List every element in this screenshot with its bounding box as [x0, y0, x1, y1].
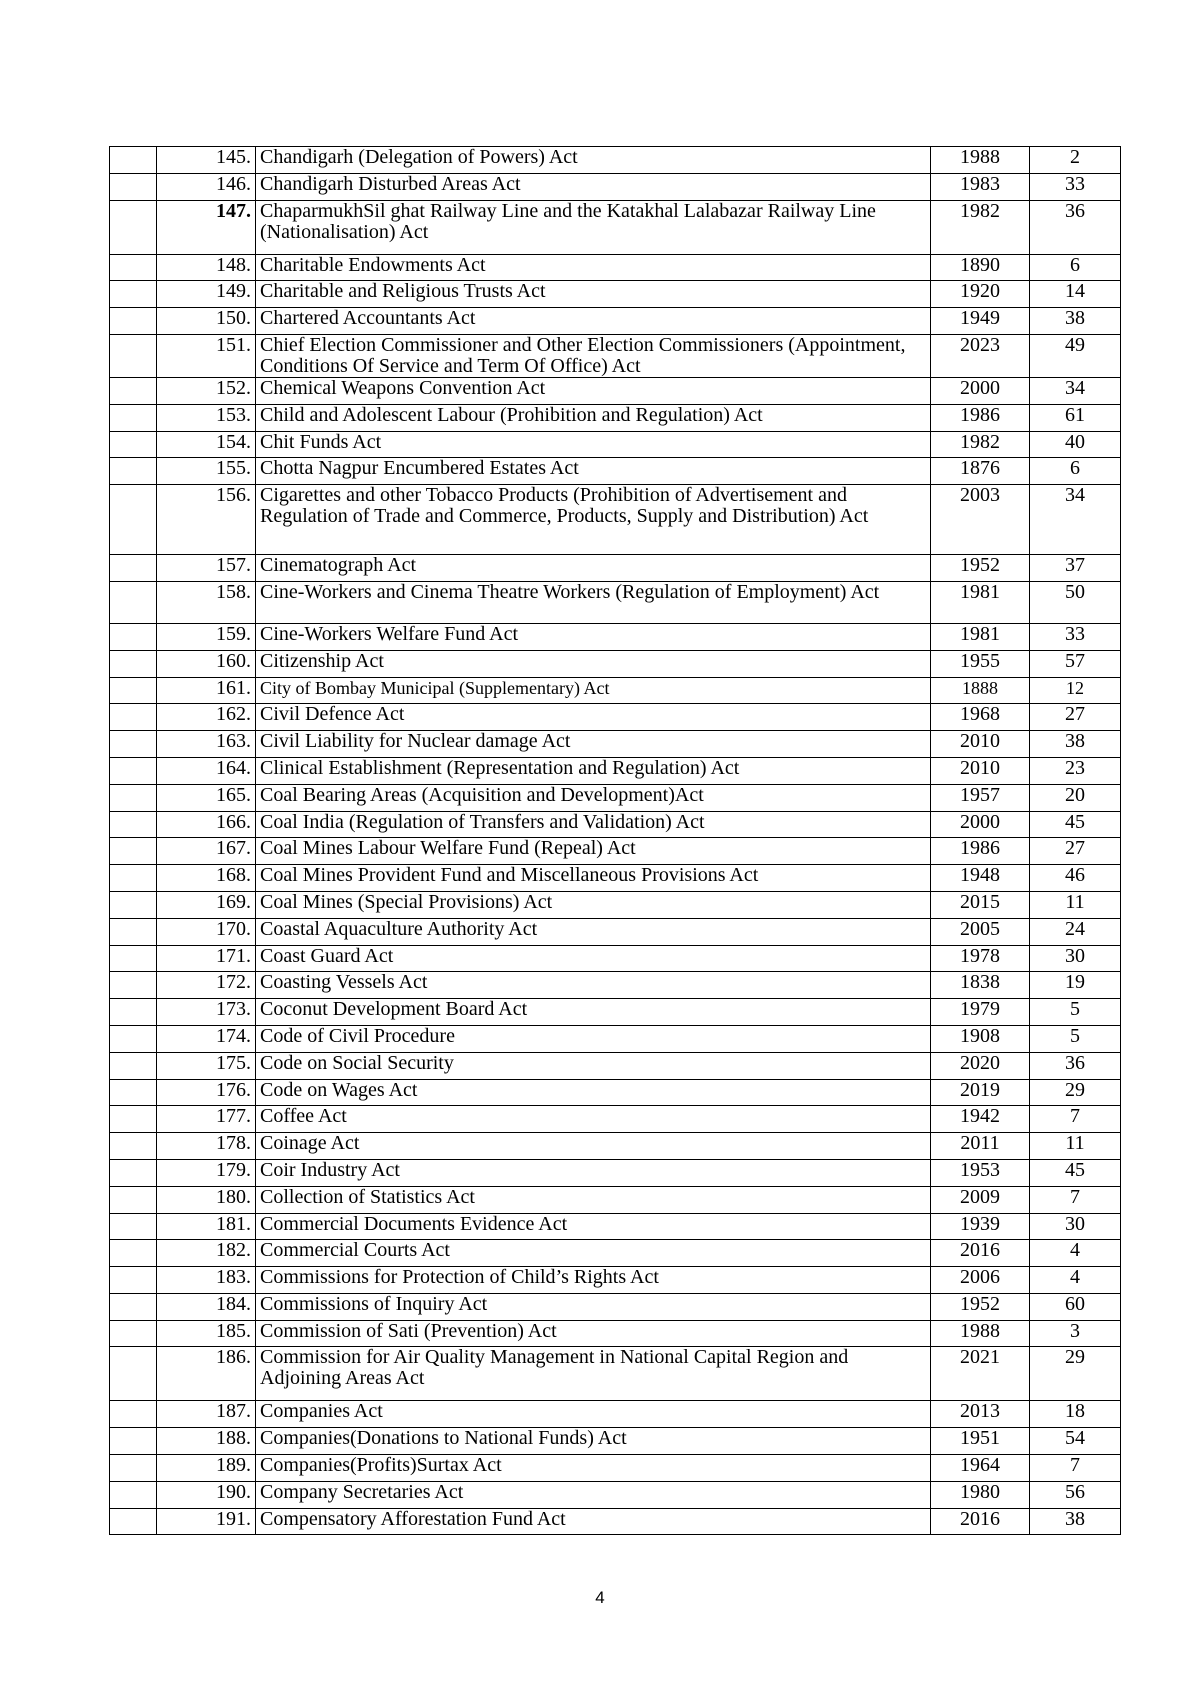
act-number-cell: 20	[1030, 784, 1121, 811]
serial-number-cell: 181.	[157, 1213, 256, 1240]
act-year-cell: 1957	[931, 784, 1030, 811]
serial-number-cell: 145.	[157, 147, 256, 174]
act-number-cell: 33	[1030, 623, 1121, 650]
act-title-cell: Citizenship Act	[256, 650, 931, 677]
table-row	[110, 1293, 1121, 1320]
table-row	[110, 1052, 1121, 1079]
act-title-cell: Charitable Endowments Act	[256, 254, 931, 281]
act-title-cell: Chotta Nagpur Encumbered Estates Act	[256, 458, 931, 485]
act-title-cell: Coasting Vessels Act	[256, 972, 931, 999]
blank-cell	[110, 999, 157, 1026]
act-number-cell: 29	[1030, 1347, 1121, 1401]
act-year-cell: 2020	[931, 1052, 1030, 1079]
act-title-cell: Commissions of Inquiry Act	[256, 1293, 931, 1320]
act-title-cell: Civil Liability for Nuclear damage Act	[256, 731, 931, 758]
blank-cell	[110, 377, 157, 404]
act-year-cell: 2016	[931, 1508, 1030, 1535]
act-number-cell: 36	[1030, 200, 1121, 254]
blank-cell	[110, 458, 157, 485]
act-title-cell: Company Secretaries Act	[256, 1481, 931, 1508]
table-row	[110, 555, 1121, 582]
act-year-cell: 2010	[931, 757, 1030, 784]
blank-cell	[110, 677, 157, 704]
table-row	[110, 1401, 1121, 1428]
act-year-cell: 1964	[931, 1455, 1030, 1482]
table-row	[110, 623, 1121, 650]
act-title-cell: Child and Adolescent Labour (Prohibition and Regulation) Act	[256, 404, 931, 431]
serial-number-cell: 186.	[157, 1347, 256, 1401]
act-year-cell: 2009	[931, 1186, 1030, 1213]
act-year-cell: 2003	[931, 485, 1030, 555]
blank-cell	[110, 650, 157, 677]
act-year-cell: 1939	[931, 1213, 1030, 1240]
table-row	[110, 838, 1121, 865]
serial-number-cell: 191.	[157, 1508, 256, 1535]
act-number-cell: 4	[1030, 1240, 1121, 1267]
act-year-cell: 2006	[931, 1267, 1030, 1294]
act-year-cell: 2011	[931, 1133, 1030, 1160]
serial-number-cell: 176.	[157, 1079, 256, 1106]
table-row	[110, 704, 1121, 731]
table-row	[110, 1347, 1121, 1401]
table-row	[110, 485, 1121, 555]
act-year-cell: 1908	[931, 1025, 1030, 1052]
serial-number-cell: 155.	[157, 458, 256, 485]
serial-number-cell: 182.	[157, 1240, 256, 1267]
act-year-cell: 2023	[931, 334, 1030, 377]
table-row	[110, 1508, 1121, 1535]
act-title-cell: Chemical Weapons Convention Act	[256, 377, 931, 404]
act-year-cell: 1942	[931, 1106, 1030, 1133]
serial-number-cell: 152.	[157, 377, 256, 404]
act-number-cell: 36	[1030, 1052, 1121, 1079]
blank-cell	[110, 757, 157, 784]
act-year-cell: 1988	[931, 1320, 1030, 1347]
blank-cell	[110, 838, 157, 865]
table-row	[110, 404, 1121, 431]
act-year-cell: 1838	[931, 972, 1030, 999]
act-title-cell: Coffee Act	[256, 1106, 931, 1133]
act-title-cell: Coir Industry Act	[256, 1159, 931, 1186]
serial-number-cell: 187.	[157, 1401, 256, 1428]
act-number-cell: 57	[1030, 650, 1121, 677]
blank-cell	[110, 704, 157, 731]
table-row	[110, 173, 1121, 200]
blank-cell	[110, 945, 157, 972]
page-number: 4	[595, 1588, 605, 1607]
act-year-cell: 1980	[931, 1481, 1030, 1508]
act-year-cell: 1955	[931, 650, 1030, 677]
act-year-cell: 2019	[931, 1079, 1030, 1106]
table-row	[110, 200, 1121, 254]
act-year-cell: 1983	[931, 173, 1030, 200]
act-title-cell: Commissions for Protection of Child’s Rights Act	[256, 1267, 931, 1294]
act-year-cell: 1890	[931, 254, 1030, 281]
serial-number-cell: 185.	[157, 1320, 256, 1347]
act-number-cell: 23	[1030, 757, 1121, 784]
act-title-cell: Coast Guard Act	[256, 945, 931, 972]
blank-cell	[110, 485, 157, 555]
act-number-cell: 60	[1030, 1293, 1121, 1320]
act-title-cell: Collection of Statistics Act	[256, 1186, 931, 1213]
blank-cell	[110, 1106, 157, 1133]
act-year-cell: 1978	[931, 945, 1030, 972]
act-number-cell: 40	[1030, 431, 1121, 458]
act-title-cell: Coal Mines Labour Welfare Fund (Repeal) Act	[256, 838, 931, 865]
act-title-cell: Chandigarh Disturbed Areas Act	[256, 173, 931, 200]
blank-cell	[110, 918, 157, 945]
blank-cell	[110, 200, 157, 254]
act-year-cell: 2000	[931, 377, 1030, 404]
act-title-cell: Charitable and Religious Trusts Act	[256, 281, 931, 308]
blank-cell	[110, 1320, 157, 1347]
act-title-cell: Chit Funds Act	[256, 431, 931, 458]
serial-number-cell: 169.	[157, 891, 256, 918]
blank-cell	[110, 581, 157, 623]
act-year-cell: 1981	[931, 623, 1030, 650]
act-number-cell: 54	[1030, 1428, 1121, 1455]
table-row	[110, 1455, 1121, 1482]
table-row	[110, 1481, 1121, 1508]
act-year-cell: 1982	[931, 200, 1030, 254]
act-number-cell: 29	[1030, 1079, 1121, 1106]
act-title-cell: Coal Mines (Special Provisions) Act	[256, 891, 931, 918]
act-number-cell: 38	[1030, 1508, 1121, 1535]
act-year-cell: 1981	[931, 581, 1030, 623]
table-row	[110, 1106, 1121, 1133]
serial-number-cell: 150.	[157, 308, 256, 335]
blank-cell	[110, 972, 157, 999]
blank-cell	[110, 1159, 157, 1186]
blank-cell	[110, 1133, 157, 1160]
table-row	[110, 458, 1121, 485]
act-title-cell: City of Bombay Municipal (Supplementary) Act	[256, 677, 931, 704]
act-title-cell: Coal India (Regulation of Transfers and Validation) Act	[256, 811, 931, 838]
blank-cell	[110, 1347, 157, 1401]
blank-cell	[110, 731, 157, 758]
act-year-cell: 1888	[931, 677, 1030, 704]
blank-cell	[110, 1186, 157, 1213]
blank-cell	[110, 254, 157, 281]
serial-number-cell: 148.	[157, 254, 256, 281]
act-number-cell: 30	[1030, 1213, 1121, 1240]
act-title-cell: Code of Civil Procedure	[256, 1025, 931, 1052]
act-number-cell: 45	[1030, 1159, 1121, 1186]
table-row	[110, 1240, 1121, 1267]
act-year-cell: 2021	[931, 1347, 1030, 1401]
table-row	[110, 147, 1121, 174]
serial-number-cell: 168.	[157, 865, 256, 892]
acts-table-body	[110, 147, 1121, 1535]
serial-number-cell: 154.	[157, 431, 256, 458]
table-row	[110, 891, 1121, 918]
serial-number-cell: 161.	[157, 677, 256, 704]
serial-number-cell: 163.	[157, 731, 256, 758]
act-title-cell: Cinematograph Act	[256, 555, 931, 582]
act-number-cell: 11	[1030, 1133, 1121, 1160]
act-title-cell: Clinical Establishment (Representation and Regulation) Act	[256, 757, 931, 784]
serial-number-cell: 167.	[157, 838, 256, 865]
serial-number-cell: 166.	[157, 811, 256, 838]
acts-table	[109, 146, 1121, 1535]
serial-number-cell: 183.	[157, 1267, 256, 1294]
table-row	[110, 757, 1121, 784]
serial-number-cell: 179.	[157, 1159, 256, 1186]
act-number-cell: 3	[1030, 1320, 1121, 1347]
act-year-cell: 1952	[931, 1293, 1030, 1320]
act-number-cell: 49	[1030, 334, 1121, 377]
blank-cell	[110, 1428, 157, 1455]
blank-cell	[110, 334, 157, 377]
act-number-cell: 38	[1030, 308, 1121, 335]
act-year-cell: 1876	[931, 458, 1030, 485]
blank-cell	[110, 1267, 157, 1294]
table-row	[110, 731, 1121, 758]
act-number-cell: 7	[1030, 1455, 1121, 1482]
serial-number-cell: 156.	[157, 485, 256, 555]
serial-number-cell: 188.	[157, 1428, 256, 1455]
act-title-cell: Coal Mines Provident Fund and Miscellaneous Provisions Act	[256, 865, 931, 892]
act-title-cell: Code on Wages Act	[256, 1079, 931, 1106]
blank-cell	[110, 431, 157, 458]
act-number-cell: 30	[1030, 945, 1121, 972]
act-number-cell: 6	[1030, 458, 1121, 485]
table-row	[110, 308, 1121, 335]
act-number-cell: 14	[1030, 281, 1121, 308]
act-number-cell: 27	[1030, 704, 1121, 731]
act-year-cell: 2000	[931, 811, 1030, 838]
act-title-cell: Commercial Courts Act	[256, 1240, 931, 1267]
act-number-cell: 33	[1030, 173, 1121, 200]
act-year-cell: 1948	[931, 865, 1030, 892]
act-number-cell: 34	[1030, 377, 1121, 404]
blank-cell	[110, 1508, 157, 1535]
act-title-cell: ChaparmukhSil ghat Railway Line and the Katakhal Lalabazar Railway Line (Nationalisation) Act	[256, 200, 931, 254]
act-year-cell: 2013	[931, 1401, 1030, 1428]
act-title-cell: Chief Election Commissioner and Other Election Commissioners (Appointment, Conditions Of Service and Term Of Office) Act	[256, 334, 931, 377]
table-row	[110, 1320, 1121, 1347]
blank-cell	[110, 811, 157, 838]
act-number-cell: 7	[1030, 1106, 1121, 1133]
blank-cell	[110, 623, 157, 650]
serial-number-cell: 174.	[157, 1025, 256, 1052]
act-year-cell: 1979	[931, 999, 1030, 1026]
act-year-cell: 1986	[931, 838, 1030, 865]
act-title-cell: Commission of Sati (Prevention) Act	[256, 1320, 931, 1347]
act-number-cell: 24	[1030, 918, 1121, 945]
serial-number-cell: 190.	[157, 1481, 256, 1508]
serial-number-cell: 153.	[157, 404, 256, 431]
serial-number-cell: 178.	[157, 1133, 256, 1160]
act-number-cell: 38	[1030, 731, 1121, 758]
act-title-cell: Companies(Profits)Surtax Act	[256, 1455, 931, 1482]
act-number-cell: 7	[1030, 1186, 1121, 1213]
act-number-cell: 27	[1030, 838, 1121, 865]
blank-cell	[110, 891, 157, 918]
act-year-cell: 2010	[931, 731, 1030, 758]
blank-cell	[110, 1401, 157, 1428]
act-year-cell: 1968	[931, 704, 1030, 731]
blank-cell	[110, 1240, 157, 1267]
act-number-cell: 18	[1030, 1401, 1121, 1428]
act-number-cell: 45	[1030, 811, 1121, 838]
blank-cell	[110, 1025, 157, 1052]
act-year-cell: 1920	[931, 281, 1030, 308]
table-row	[110, 334, 1121, 377]
act-number-cell: 5	[1030, 1025, 1121, 1052]
act-number-cell: 46	[1030, 865, 1121, 892]
act-title-cell: Cine-Workers Welfare Fund Act	[256, 623, 931, 650]
act-title-cell: Chartered Accountants Act	[256, 308, 931, 335]
act-title-cell: Companies Act	[256, 1401, 931, 1428]
serial-number-cell: 177.	[157, 1106, 256, 1133]
act-number-cell: 61	[1030, 404, 1121, 431]
blank-cell	[110, 1481, 157, 1508]
table-row	[110, 1079, 1121, 1106]
table-row	[110, 784, 1121, 811]
serial-number-cell: 146.	[157, 173, 256, 200]
table-row	[110, 677, 1121, 704]
serial-number-cell: 162.	[157, 704, 256, 731]
serial-number-cell: 149.	[157, 281, 256, 308]
act-year-cell: 1952	[931, 555, 1030, 582]
act-number-cell: 50	[1030, 581, 1121, 623]
act-title-cell: Cine-Workers and Cinema Theatre Workers (Regulation of Employment) Act	[256, 581, 931, 623]
blank-cell	[110, 404, 157, 431]
serial-number-cell: 164.	[157, 757, 256, 784]
blank-cell	[110, 281, 157, 308]
act-title-cell: Compensatory Afforestation Fund Act	[256, 1508, 931, 1535]
table-row	[110, 1025, 1121, 1052]
act-number-cell: 12	[1030, 677, 1121, 704]
table-row	[110, 1186, 1121, 1213]
serial-number-cell: 189.	[157, 1455, 256, 1482]
serial-number-cell: 151.	[157, 334, 256, 377]
act-title-cell: Cigarettes and other Tobacco Products (Prohibition of Advertisement and Regulation of Trade and Commerce, Products, Supply and Distribution) Act	[256, 485, 931, 555]
table-row	[110, 999, 1121, 1026]
table-row	[110, 945, 1121, 972]
act-title-cell: Coconut Development Board Act	[256, 999, 931, 1026]
act-title-cell: Chandigarh (Delegation of Powers) Act	[256, 147, 931, 174]
serial-number-cell: 158.	[157, 581, 256, 623]
serial-number-cell: 173.	[157, 999, 256, 1026]
act-year-cell: 2016	[931, 1240, 1030, 1267]
serial-number-cell: 175.	[157, 1052, 256, 1079]
act-year-cell: 1953	[931, 1159, 1030, 1186]
blank-cell	[110, 555, 157, 582]
act-number-cell: 6	[1030, 254, 1121, 281]
act-number-cell: 11	[1030, 891, 1121, 918]
act-number-cell: 2	[1030, 147, 1121, 174]
act-number-cell: 19	[1030, 972, 1121, 999]
blank-cell	[110, 173, 157, 200]
serial-number-cell: 172.	[157, 972, 256, 999]
act-number-cell: 56	[1030, 1481, 1121, 1508]
blank-cell	[110, 1293, 157, 1320]
blank-cell	[110, 1052, 157, 1079]
table-row	[110, 254, 1121, 281]
act-title-cell: Commission for Air Quality Management in National Capital Region and Adjoining Areas Act	[256, 1347, 931, 1401]
act-number-cell: 37	[1030, 555, 1121, 582]
blank-cell	[110, 865, 157, 892]
blank-cell	[110, 308, 157, 335]
serial-number-cell: 171.	[157, 945, 256, 972]
serial-number-cell: 170.	[157, 918, 256, 945]
table-row	[110, 972, 1121, 999]
act-number-cell: 34	[1030, 485, 1121, 555]
act-title-cell: Coal Bearing Areas (Acquisition and Development)Act	[256, 784, 931, 811]
blank-cell	[110, 1079, 157, 1106]
act-number-cell: 5	[1030, 999, 1121, 1026]
table-row	[110, 865, 1121, 892]
act-title-cell: Coinage Act	[256, 1133, 931, 1160]
serial-number-cell: 184.	[157, 1293, 256, 1320]
serial-number-cell: 160.	[157, 650, 256, 677]
act-title-cell: Companies(Donations to National Funds) Act	[256, 1428, 931, 1455]
table-row	[110, 1133, 1121, 1160]
serial-number-cell: 180.	[157, 1186, 256, 1213]
table-row	[110, 431, 1121, 458]
serial-number-cell: 147.	[157, 200, 256, 254]
table-row	[110, 811, 1121, 838]
table-row	[110, 281, 1121, 308]
table-row	[110, 1159, 1121, 1186]
table-row	[110, 1213, 1121, 1240]
serial-number-cell: 165.	[157, 784, 256, 811]
blank-cell	[110, 1455, 157, 1482]
act-year-cell: 2015	[931, 891, 1030, 918]
table-row	[110, 918, 1121, 945]
table-row	[110, 581, 1121, 623]
blank-cell	[110, 784, 157, 811]
act-title-cell: Code on Social Security	[256, 1052, 931, 1079]
serial-number-cell: 159.	[157, 623, 256, 650]
table-row	[110, 1428, 1121, 1455]
act-year-cell: 2005	[931, 918, 1030, 945]
blank-cell	[110, 1213, 157, 1240]
act-number-cell: 4	[1030, 1267, 1121, 1294]
act-year-cell: 1951	[931, 1428, 1030, 1455]
table-row	[110, 1267, 1121, 1294]
serial-number-cell: 157.	[157, 555, 256, 582]
act-title-cell: Civil Defence Act	[256, 704, 931, 731]
act-year-cell: 1986	[931, 404, 1030, 431]
act-title-cell: Coastal Aquaculture Authority Act	[256, 918, 931, 945]
table-row	[110, 377, 1121, 404]
blank-cell	[110, 147, 157, 174]
act-year-cell: 1988	[931, 147, 1030, 174]
act-year-cell: 1949	[931, 308, 1030, 335]
act-title-cell: Commercial Documents Evidence Act	[256, 1213, 931, 1240]
act-year-cell: 1982	[931, 431, 1030, 458]
table-row	[110, 650, 1121, 677]
